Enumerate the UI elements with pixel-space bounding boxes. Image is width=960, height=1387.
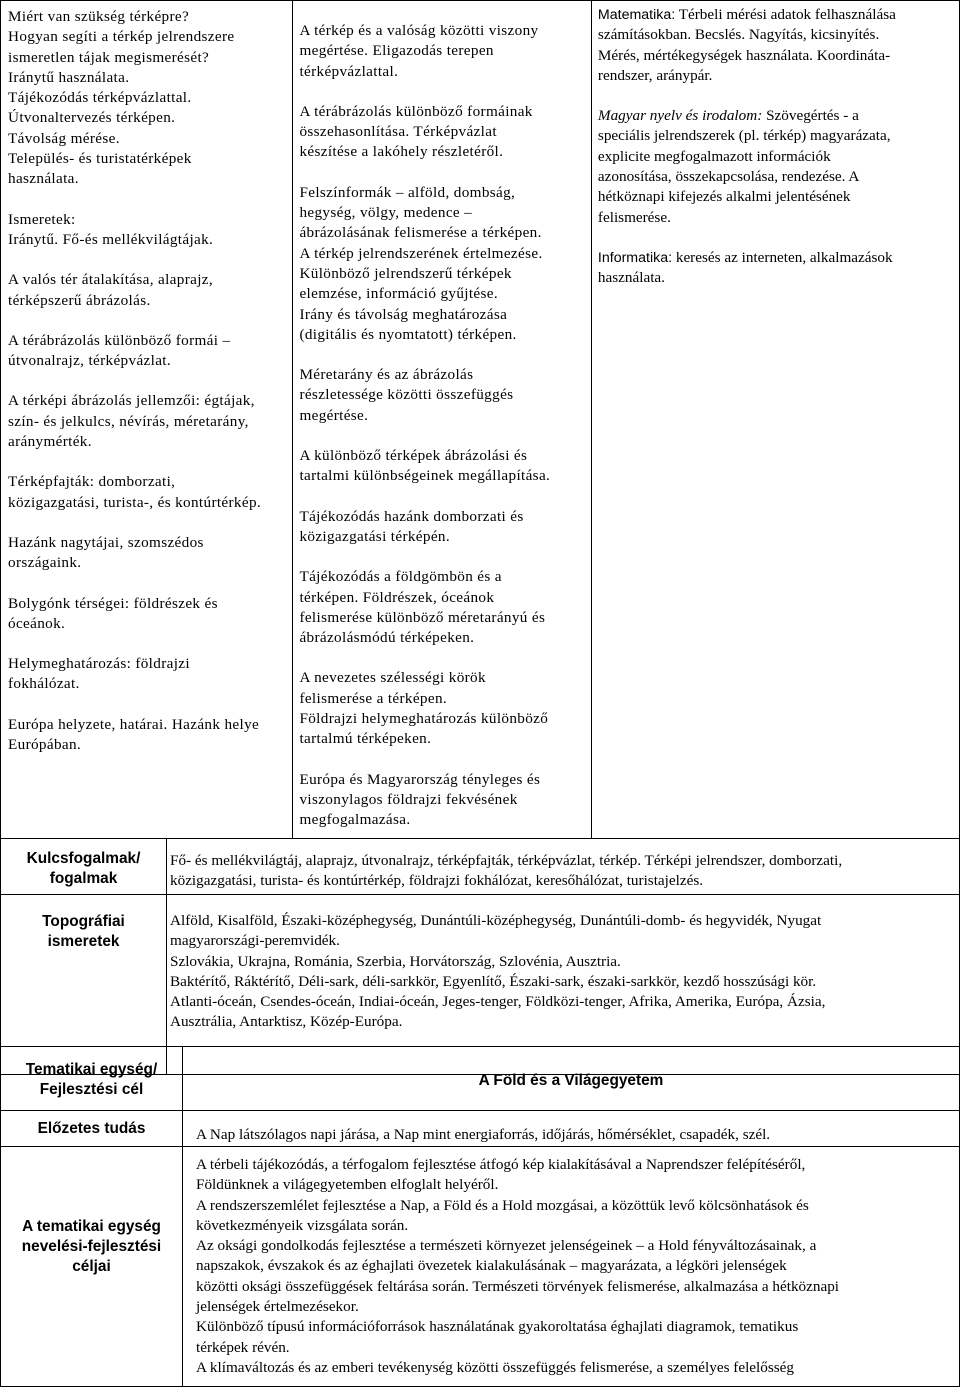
- topic-line: Hazánk nagytájai, szomszédos: [8, 533, 204, 551]
- activity-line: A különböző térképek ábrázolási és: [299, 447, 528, 465]
- topic-line: óceánok.: [8, 614, 66, 632]
- activity-line: A nevezetes szélességi körök: [299, 669, 486, 687]
- activity-line: elemzése, információ gyűjtése.: [299, 285, 499, 303]
- activity-line: (digitális és nyomtatott) térképen.: [299, 325, 517, 343]
- activity-paragraph: [299, 21, 584, 82]
- activity-line: tartalmi különbségeinek megállapítása.: [299, 467, 551, 485]
- topic-line: Útvonaltervezés térképen.: [8, 109, 176, 127]
- informatics-label: Informatika:: [597, 249, 673, 266]
- topic-line: szín- és jelkulcs, névírás, méretarány,: [8, 412, 249, 430]
- goals-line: Különböző típusú információforrások használatának gyakoroltatása éghajlati diagramok, tematikus: [196, 1318, 799, 1336]
- activity-line: viszonylagos földrajzi fekvésének: [299, 790, 518, 808]
- key-concepts-label-line: fogalmak: [49, 870, 118, 887]
- topography-line: Szlovákia, Ukrajna, Románia, Szerbia, Horvátország, Szlovénia, Ausztria.: [170, 952, 621, 970]
- topic-line: Hogyan segíti a térkép jelrendszere: [8, 28, 235, 46]
- key-concepts-label: [1, 839, 167, 895]
- topography-line: Ausztrália, Antarktisz, Közép-Európa.: [170, 1013, 403, 1031]
- activity-line: ábrázolásmódú térképeken.: [299, 629, 475, 647]
- informatics-connection: [598, 248, 953, 289]
- activity-paragraph: [299, 567, 584, 648]
- activity-line: megértése. Eligazodás terepen: [299, 42, 494, 60]
- language-line: explicite megfogalmazott információk: [597, 147, 831, 165]
- activity-line: térképen. Földrészek, óceánok: [299, 588, 495, 606]
- activity-paragraph: [299, 183, 584, 345]
- math-line: Térbeli mérési adatok felhasználása: [675, 6, 896, 23]
- goals-line: A klímaváltozás és az emberi tevékenység közötti összefüggés felismerése, a személyes felelősség: [196, 1358, 794, 1376]
- topic-line: Tájékozódás térképvázlattal.: [8, 89, 192, 107]
- topic-paragraph: [8, 331, 286, 372]
- goals-line: térképek révén.: [196, 1338, 290, 1356]
- activity-line: Irány és távolság meghatározása: [299, 305, 508, 323]
- language-line: hétköznapi kifejezés alkalmi jelentésének: [597, 188, 851, 206]
- topic-line: Távolság mérése.: [8, 129, 120, 147]
- language-connection: [598, 106, 953, 228]
- topic-line: Európában.: [8, 736, 82, 754]
- activity-line: közigazgatási térképén.: [299, 527, 451, 545]
- goals-line: Az oksági gondolkodás fejlesztése a természeti környezet jelenségeinek – a Hold fényváltozásainak, a: [196, 1237, 817, 1255]
- activity-line: megfogalmazása.: [299, 811, 411, 829]
- language-line: felismerése.: [597, 208, 671, 226]
- goals-text: [183, 1147, 960, 1387]
- activity-line: térképvázlattal.: [299, 62, 399, 80]
- prior-knowledge-label: Előzetes tudás: [1, 1111, 183, 1147]
- activity-line: hegység, völgy, medence –: [299, 204, 473, 222]
- topic-line: közigazgatási, turista-, és kontúrtérkép.: [8, 493, 262, 511]
- activity-line: megértése.: [299, 406, 369, 424]
- goals-label-line: A tematikai egység: [22, 1218, 161, 1235]
- topic-paragraph: [8, 533, 286, 574]
- topography-line: Atlanti-óceán, Csendes-óceán, Indiai-óceán, Jeges-tenger, Földközi-tenger, Afrika, Amerika, Európa, Ázsia,: [170, 993, 826, 1011]
- activity-line: Méretarány és az ábrázolás: [299, 366, 474, 384]
- topic-paragraph: [8, 715, 286, 756]
- topic-line: A térképi ábrázolás jellemzői: égtájak,: [8, 392, 255, 410]
- goals-line: jelenségek értelmezésekor.: [196, 1298, 359, 1316]
- topic-line: útvonalrajz, térképvázlat.: [8, 352, 172, 370]
- goals-line: közötti oksági összefüggések feltárása során. Természeti törvények felismerése, alkalmazása a hétköznapi: [196, 1277, 840, 1295]
- activities-column: [293, 1, 591, 839]
- math-line: Mérés, mértékegységek használata. Koordináta-: [597, 46, 891, 64]
- topic-paragraph: [8, 7, 286, 190]
- activity-line: A térkép és a valóság közötti viszony: [299, 22, 539, 39]
- goals-line: A rendszerszemlélet fejlesztése a Nap, a Föld és a Hold mozgásai, a közöttük levő kölcsönhatások és: [196, 1196, 809, 1214]
- topic-line: Miért van szükség térképre?: [8, 8, 190, 25]
- activity-line: Különböző jelrendszerű térképek: [299, 264, 512, 282]
- goals-line: napszakok, évszakok és az éghajlati övezetek kialakulásának – magyarázata, a légköri jelenségek: [196, 1257, 787, 1275]
- activity-line: Földrajzi helymeghatározás különböző: [299, 710, 549, 728]
- goals-label-line: céljai: [72, 1258, 111, 1275]
- activity-paragraph: [299, 446, 584, 487]
- topic-paragraph: [8, 654, 286, 695]
- activity-line: összehasonlítása. Térképvázlat: [299, 123, 497, 141]
- informatics-line: használata.: [597, 269, 665, 287]
- activity-line: Tájékozódás a földgömbön és a: [299, 568, 502, 586]
- activity-line: A térkép jelrendszerének értelmezése.: [299, 244, 543, 262]
- activity-line: tartalmú térképeken.: [299, 730, 432, 748]
- language-label: Magyar nyelv és irodalom:: [597, 107, 763, 125]
- key-concepts-label-line: Kulcsfogalmak/: [26, 850, 141, 867]
- math-label: Matematika:: [597, 7, 676, 23]
- informatics-line: keresés az interneten, alkalmazások: [672, 248, 893, 266]
- unit-label: [1, 1047, 183, 1111]
- topic-line: használata.: [8, 170, 79, 188]
- goals-line: következményeik vizsgálata során.: [196, 1216, 409, 1234]
- topic-line: Bolygónk térségei: földrészek és: [8, 594, 218, 612]
- activity-paragraph: [299, 668, 584, 749]
- topic-line: aránymérték.: [8, 433, 92, 451]
- topics-column: [1, 1, 293, 839]
- math-line: számításokban. Becslés. Nagyítás, kicsinyítés.: [597, 26, 880, 44]
- topography-label-line: Topográfiai: [42, 913, 125, 930]
- goals-line: Földünknek a világegyetemben elfoglalt helyéről.: [196, 1176, 499, 1194]
- topic-line: Térképfajták: domborzati,: [8, 473, 176, 491]
- key-concepts-line: Fő- és mellékvilágtáj, alaprajz, útvonalrajz, térképfajták, térképvázlat, térkép. Térképi jelrendszer, domborzati,: [170, 852, 843, 869]
- activity-paragraph: [299, 365, 584, 426]
- activity-paragraph: [299, 770, 584, 831]
- topic-line: fokhálózat.: [8, 675, 80, 693]
- activity-line: részletessége közötti összefüggés: [299, 386, 514, 404]
- language-line: azonosítása, összekapcsolása, rendezése. A: [597, 168, 860, 186]
- goals-label-line: nevelési-fejlesztési: [21, 1238, 162, 1255]
- topic-line: A valós tér átalakítása, alaprajz,: [8, 271, 214, 289]
- topic-line: Helymeghatározás: földrajzi: [8, 655, 190, 673]
- topic-paragraph: [8, 270, 286, 311]
- language-line: speciális jelrendszerek (pl. térkép) magyarázata,: [597, 127, 891, 145]
- key-concepts-line: közigazgatási, turista- és kontúrtérkép, földrajzi fokhálózat, keresőhálózat, turistajelzés.: [170, 872, 704, 890]
- concepts-table: [0, 838, 960, 1075]
- topic-line: országaink.: [8, 554, 82, 572]
- topic-line: Európa helyzete, határai. Hazánk helye: [8, 715, 260, 733]
- topography-line: Baktérítő, Ráktérítő, Déli-sark, déli-sarkkör, Egyenlítő, Északi-sark, északi-sarkkör, kezdő hosszúsági kör.: [170, 972, 817, 990]
- topography-label-line: ismeretek: [47, 933, 120, 950]
- topic-line: ismeretlen tájak megismerését?: [8, 48, 210, 66]
- activity-line: ábrázolásának felismerése a térképen.: [299, 224, 542, 242]
- unit-label-line: Fejlesztési cél: [39, 1081, 144, 1098]
- topic-line: Ismeretek:: [8, 210, 76, 228]
- thematic-unit-table: [0, 1046, 960, 1387]
- topic-paragraph: [8, 391, 286, 452]
- activity-line: készítése a lakóhely részletéről.: [299, 143, 504, 161]
- math-connection: [598, 5, 953, 86]
- topic-paragraph: [8, 472, 286, 513]
- topic-line: Iránytű. Fő-és mellékvilágtájak.: [8, 230, 214, 248]
- topography-line: Alföld, Kisalföld, Északi-középhegység, Dunántúli-középhegység, Dunántúli-domb- és hegyvidék, Nyugat: [170, 912, 822, 929]
- unit-title: A Föld és a Világegyetem: [183, 1047, 960, 1111]
- topic-paragraph: [8, 594, 286, 635]
- activity-line: Felszínformák – alföld, dombság,: [299, 183, 516, 201]
- goals-label: [1, 1147, 183, 1387]
- math-line: rendszer, aránypár.: [597, 66, 713, 84]
- unit-label-line: Tematikai egység/: [25, 1061, 158, 1078]
- activity-line: Tájékozódás hazánk domborzati és: [299, 507, 524, 525]
- activity-paragraph: [299, 102, 584, 163]
- activity-paragraph: [299, 507, 584, 548]
- activity-line: A térábrázolás különböző formáinak: [299, 102, 533, 120]
- topic-line: térképszerű ábrázolás.: [8, 291, 151, 309]
- topic-line: Iránytű használata.: [8, 68, 130, 86]
- language-line: Szövegértés - a: [762, 107, 859, 125]
- activity-line: felismerése különböző méretarányú és: [299, 608, 546, 626]
- key-concepts-text: [167, 839, 960, 895]
- connections-column: [591, 1, 959, 839]
- topic-paragraph: [8, 210, 286, 251]
- topic-line: A térábrázolás különböző formái –: [8, 331, 231, 349]
- activity-line: felismerése a térképen.: [299, 689, 448, 707]
- topography-line: magyarországi-peremvidék.: [170, 932, 340, 950]
- goals-line: A térbeli tájékozódás, a térfogalom fejlesztése átfogó kép kialakításával a Naprendszer felépítéséről,: [196, 1156, 806, 1173]
- activity-line: Európa és Magyarország tényleges és: [299, 770, 541, 788]
- prior-knowledge-text: A Nap látszólagos napi járása, a Nap mint energiaforrás, időjárás, hőmérséklet, csapadék, szél.: [183, 1111, 960, 1147]
- topic-line: Település- és turistatérképek: [8, 150, 192, 168]
